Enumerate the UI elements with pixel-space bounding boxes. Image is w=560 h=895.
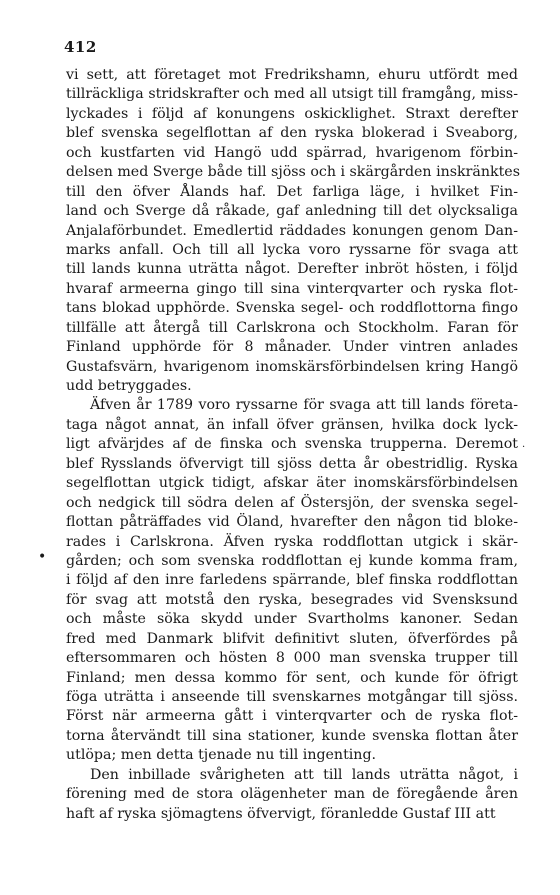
paragraph bbox=[66, 66, 518, 396]
text-line: blef svenska segelflottan af den ryska blokerad i Sveaborg, bbox=[66, 125, 518, 142]
text-line: Den inbillade svårigheten att till lands uträtta något, i bbox=[90, 766, 518, 783]
paragraph bbox=[66, 396, 518, 765]
paragraph bbox=[66, 766, 518, 824]
text-line: för svag att motstå den ryska, besegrades vid Svensksund bbox=[66, 591, 518, 608]
text-line: och nedgick till södra delen af Östersjön, der svenska segel- bbox=[66, 494, 518, 511]
text-line: och kustfarten vid Hangö udd spärrad, hvarigenom förbin- bbox=[66, 144, 518, 161]
text-line: Gustafsvärn, hvarigenom inomskärsförbindelsen kring Hangö bbox=[66, 358, 518, 375]
text-line: udd betryggades. bbox=[66, 378, 192, 394]
text-line: tillfälle att återgå till Carlskrona och Stockholm. Faran för bbox=[66, 319, 518, 336]
text-line: till den öfver Ålands haf. Det farliga läge, i hvilket Fin- bbox=[66, 183, 518, 200]
text-line: vi sett, att företaget mot Fredrikshamn, ehuru utfördt med bbox=[66, 67, 518, 83]
text-line: Äfven år 1789 voro ryssarne för svaga att till lands företa- bbox=[90, 397, 518, 414]
text-line: Finland; men dessa kommo för sent, och kunde för öfrigt bbox=[66, 669, 518, 686]
text-line: Först när armeerna gått i vinterqvarter och de ryska flot- bbox=[66, 708, 518, 725]
text-line: taga något annat, än infall öfver gränsen, hvilka dock lyck- bbox=[66, 416, 518, 433]
text-line: marks anfall. Och till all lycka voro ryssarne för svaga att bbox=[66, 241, 518, 258]
text-line: Anjalaförbundet. Emedlertid räddades konungen genom Dan- bbox=[66, 222, 518, 239]
text-line: tans blokad upphörde. Svenska segel- och roddflottorna fingo bbox=[66, 300, 518, 317]
text-line: lyckades i följd af konungens oskicklighet. Straxt derefter bbox=[66, 105, 518, 122]
body-text bbox=[66, 66, 518, 824]
text-line: flottan påträffades vid Öland, hvarefter den någon tid bloke- bbox=[66, 514, 518, 531]
text-line: i följd af den inre farledens spärrande, blef finska roddflottan bbox=[66, 572, 518, 589]
text-line: hvaraf armeerna gingo till sina vinterqvarter och ryska flot- bbox=[66, 280, 518, 297]
text-line: delsen med Sverge både till sjöss och i skärgården inskränktes bbox=[66, 164, 520, 181]
text-line: fred med Danmark blifvit definitivt sluten, öfverfördes på bbox=[66, 630, 518, 647]
text-line: ligt afvärjdes af de finska och svenska trupperna. Deremot bbox=[66, 436, 518, 453]
text-line: segelflottan utgick tidigt, afskar äter inomskärsförbindelsen bbox=[66, 475, 518, 492]
text-line: tillräckliga stridskrafter och med all utsigt till framgång, miss- bbox=[66, 86, 518, 103]
text-line: förening med de stora olägenheter man de föregående åren bbox=[66, 786, 518, 803]
text-line: till lands kunna uträtta något. Derefter inbröt hösten, i följd bbox=[66, 261, 518, 278]
text-line: rades i Carlskrona. Äfven ryska roddflottan utgick i skär- bbox=[66, 533, 518, 550]
text-line: föga uträtta i anseende till svenskarnes motgångar till sjöss. bbox=[66, 689, 518, 705]
text-line: Finland upphörde för 8 månader. Under vintren anlades bbox=[66, 339, 518, 356]
margin-dot-mark: . bbox=[522, 439, 526, 450]
text-line: land och Sverge då råkade, gaf anledning till det olycksaliga bbox=[66, 203, 518, 220]
text-line: torna återvändt till sina stationer, kunde svenska flottan åter bbox=[66, 727, 518, 744]
text-line: gården; och som svenska roddflottan ej kunde komma fram, bbox=[66, 552, 518, 569]
text-line: blef Rysslands öfvervigt till sjöss detta år obestridlig. Ryska bbox=[66, 455, 518, 472]
text-line: utlöpa; men detta tjenade nu till ingenting. bbox=[66, 747, 377, 764]
margin-bullet-mark: • bbox=[38, 549, 47, 565]
page-number: 412 bbox=[64, 38, 97, 56]
text-line: och måste söka skydd under Svartholms kanoner. Sedan bbox=[66, 611, 518, 628]
text-line: haft af ryska sjömagtens öfvervigt, föranledde Gustaf III att bbox=[66, 805, 496, 822]
text-line: eftersommaren och hösten 8 000 man svenska trupper till bbox=[66, 650, 518, 667]
